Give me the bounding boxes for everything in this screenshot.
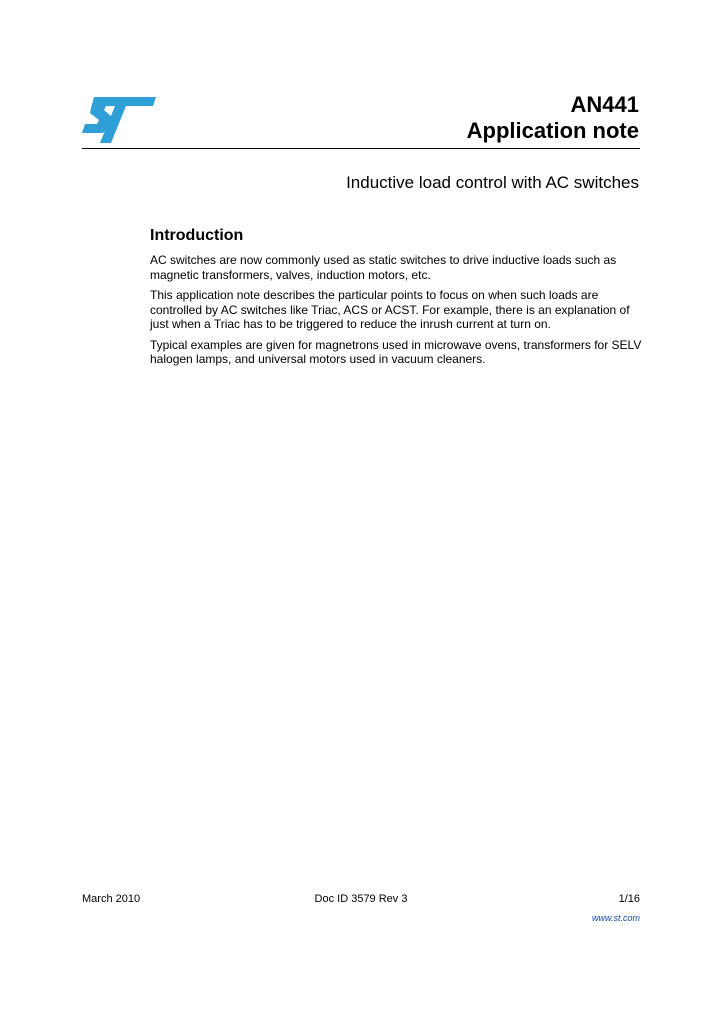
document-number: AN441 (570, 92, 639, 117)
footer-date: March 2010 (82, 893, 141, 905)
st-logo-icon (82, 97, 156, 143)
document-subtitle: Inductive load control with AC switches (346, 173, 639, 192)
introduction-paragraph-3: Typical examples are given for magnetrons used in microwave ovens, transformers for SELV halogen lamps, and universal motors used in vacuum cleaners. (150, 337, 642, 366)
introduction-paragraph-1: AC switches are now commonly used as static switches to drive inductive loads such as magnetic transformers, valves, induction motors, etc. (150, 253, 617, 282)
introduction-heading: Introduction (150, 227, 244, 244)
footer-website-link[interactable]: www.st.com (591, 913, 640, 923)
footer-page-number: 1/16 (618, 893, 640, 905)
footer-doc-id: Doc ID 3579 Rev 3 (314, 893, 408, 905)
document-type: Application note (466, 118, 639, 143)
introduction-paragraph-2: This application note describes the particular points to focus on when such loads are controlled by AC switches like Triac, ACS or ACST. For example, there is an explanation of just when a Triac has to be triggered to reduce the inrush current at turn on. (150, 288, 630, 331)
introduction-section (150, 226, 642, 373)
page-footer (82, 892, 640, 906)
header-divider (82, 148, 640, 149)
